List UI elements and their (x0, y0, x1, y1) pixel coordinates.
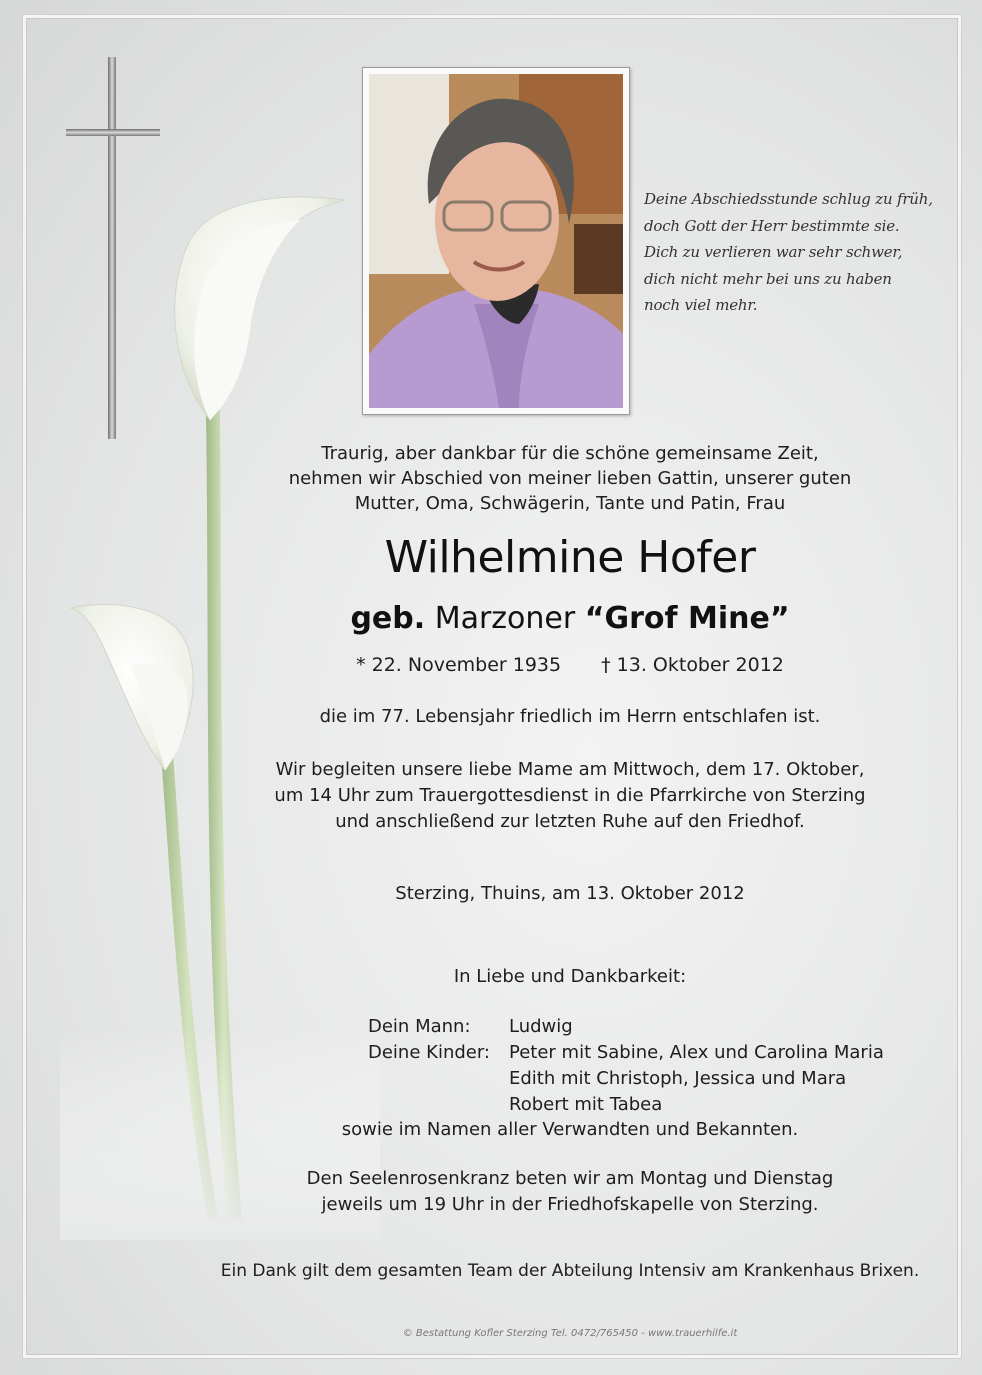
closing-line: In Liebe und Dankbarkeit: (453, 966, 687, 987)
age-text: die im 77. Lebensjahr friedlich im Herrn entschlafen ist. (319, 706, 821, 727)
life-dates (180, 652, 960, 678)
husband-name: Ludwig (509, 1016, 573, 1037)
funeral-line: und anschließend zur letzten Ruhe auf den Friedhof. (335, 811, 805, 832)
maiden-name: Marzoner (434, 601, 576, 636)
portrait-photo (362, 67, 630, 415)
funeral-line: Wir begleiten unsere liebe Mame am Mittwoch, dem 17. Oktober, (275, 759, 865, 780)
poem-line: doch Gott der Herr bestimmte sie. (644, 216, 900, 235)
children-line: Peter mit Sabine, Alex und Carolina Maria (509, 1042, 884, 1063)
children-line: Robert mit Tabea (509, 1094, 663, 1115)
children-line: Edith mit Christoph, Jessica und Mara (509, 1068, 847, 1089)
funeral-line: um 14 Uhr zum Trauergottesdienst in die Pfarrkirche von Sterzing (274, 785, 866, 806)
funeral-text (180, 757, 960, 835)
husband-label: Dein Mann: (368, 1016, 471, 1037)
birth-prefix: geb. (350, 601, 426, 636)
death-date: † 13. Oktober 2012 (601, 654, 784, 676)
intro-line: Mutter, Oma, Schwägerin, Tante und Patin, Frau (354, 493, 786, 514)
deceased-name: Wilhelmine Hofer (384, 532, 756, 583)
intro-text (180, 441, 960, 516)
poem-line: Deine Abschiedsstunde schlug zu früh, (644, 190, 933, 208)
rosary-line: Den Seelenrosenkranz beten wir am Montag und Dienstag (306, 1168, 834, 1189)
intro-line: nehmen wir Abschied von meiner lieben Gattin, unserer guten (288, 468, 852, 489)
memorial-poem (644, 186, 964, 319)
rosary-text (180, 1166, 960, 1218)
portrait-image (369, 74, 623, 408)
thanks-text: Ein Dank gilt dem gesamten Team der Abteilung Intensiv am Krankenhaus Brixen. (220, 1261, 920, 1281)
poem-line: noch viel mehr. (644, 296, 758, 314)
children-label: Deine Kinder: (368, 1042, 491, 1063)
footer-credit: © Bestattung Kofler Sterzing Tel. 0472/765450 - www.trauerhilfe.it (402, 1328, 738, 1339)
poem-line: dich nicht mehr bei uns zu haben (644, 269, 892, 288)
poem-line: Dich zu verlieren war sehr schwer, (644, 243, 903, 261)
intro-line: Traurig, aber dankbar für die schöne gemeinsame Zeit, (321, 443, 819, 464)
birth-name-line (180, 599, 960, 639)
place-date: Sterzing, Thuins, am 13. Oktober 2012 (395, 883, 745, 904)
birth-date: * 22. November 1935 (356, 654, 562, 676)
rosary-line: jeweils um 19 Uhr in der Friedhofskapelle von Sterzing. (321, 1194, 819, 1215)
relatives-line: sowie im Namen aller Verwandten und Bekannten. (341, 1119, 799, 1140)
nickname: “Grof Mine” (584, 601, 790, 636)
